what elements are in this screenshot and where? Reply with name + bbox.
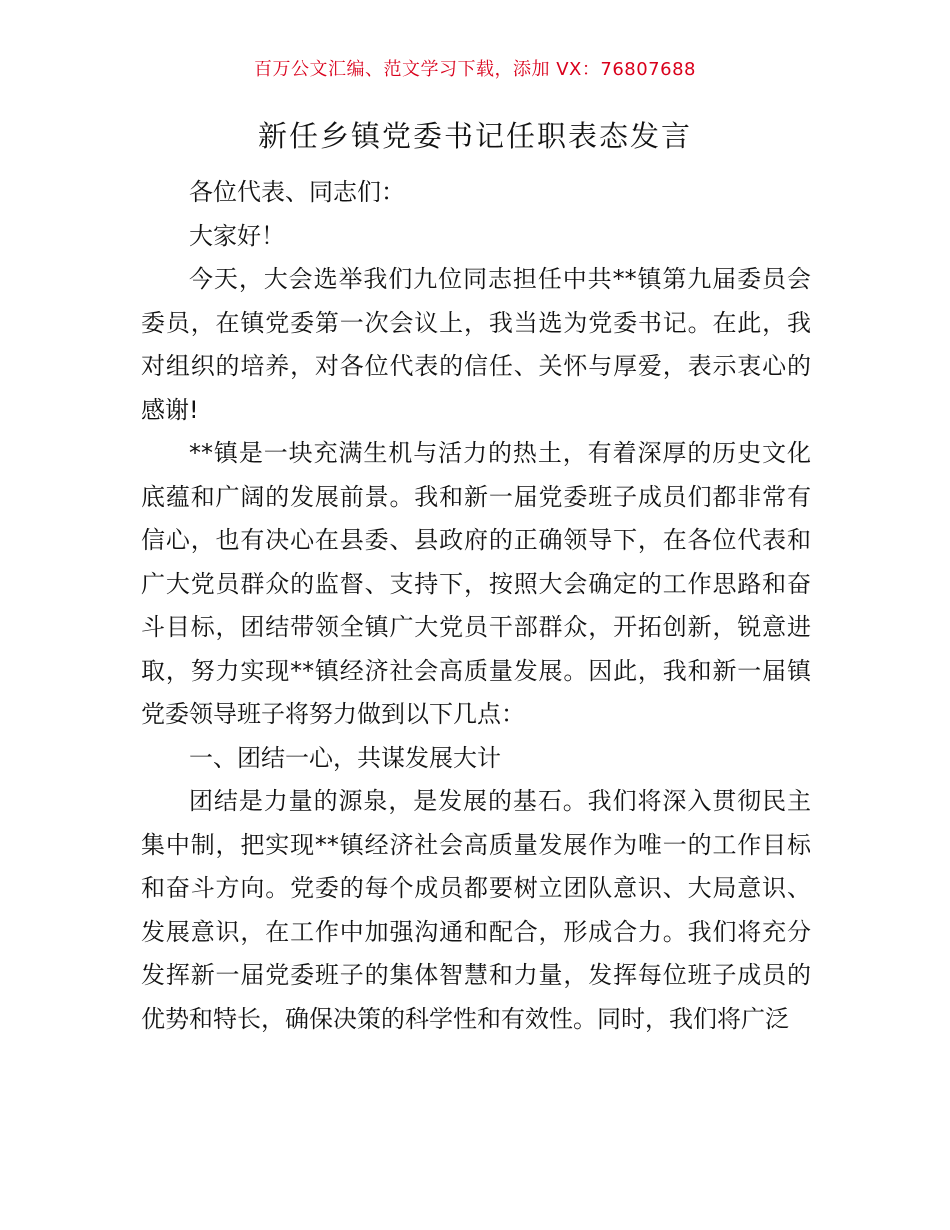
download-notice: 百万公文汇编、范文学习下载，添加 VX：76807688: [254, 59, 696, 80]
document-body: [141, 171, 811, 1041]
section-heading-1: 一、团结一心，共谋发展大计: [189, 743, 501, 772]
paragraph-thanks: 今天，大会选举我们九位同志担任中共**镇第九届委员会委员，在镇党委第一次会议上，我当选为党委书记。在此，我对组织的培养，对各位代表的信任、关怀与厚爱，表示衷心的感谢!: [141, 265, 811, 424]
paragraph-unity: 团结是力量的源泉，是发展的基石。我们将深入贯彻民主集中制，把实现**镇经济社会高质量发展作为唯一的工作目标和奋斗方向。党委的每个成员都要树立团队意识、大局意识、发展意识，在工作中加强沟通和配合，形成合力。我们将充分发挥新一届党委班子的集体智慧和力量，发挥每位班子成员的优势和特长，确保决策的科学性和有效性。同时，我们将广泛: [141, 787, 811, 1033]
paragraph-outlook: **镇是一块充满生机与活力的热土，有着深厚的历史文化底蕴和广阔的发展前景。我和新一届党委班子成员们都非常有信心，也有决心在县委、县政府的正确领导下，在各位代表和广大党员群众的监督、支持下，按照大会确定的工作思路和奋斗目标，团结带领全镇广大党员干部群众，开拓创新，锐意进取，努力实现**镇经济社会高质量发展。因此，我和新一届镇党委领导班子将努力做到以下几点：: [141, 439, 811, 728]
salutation: 各位代表、同志们：: [189, 178, 405, 206]
greeting: 大家好！: [189, 221, 285, 250]
page-title: 新任乡镇党委书记任职表态发言: [257, 119, 692, 153]
